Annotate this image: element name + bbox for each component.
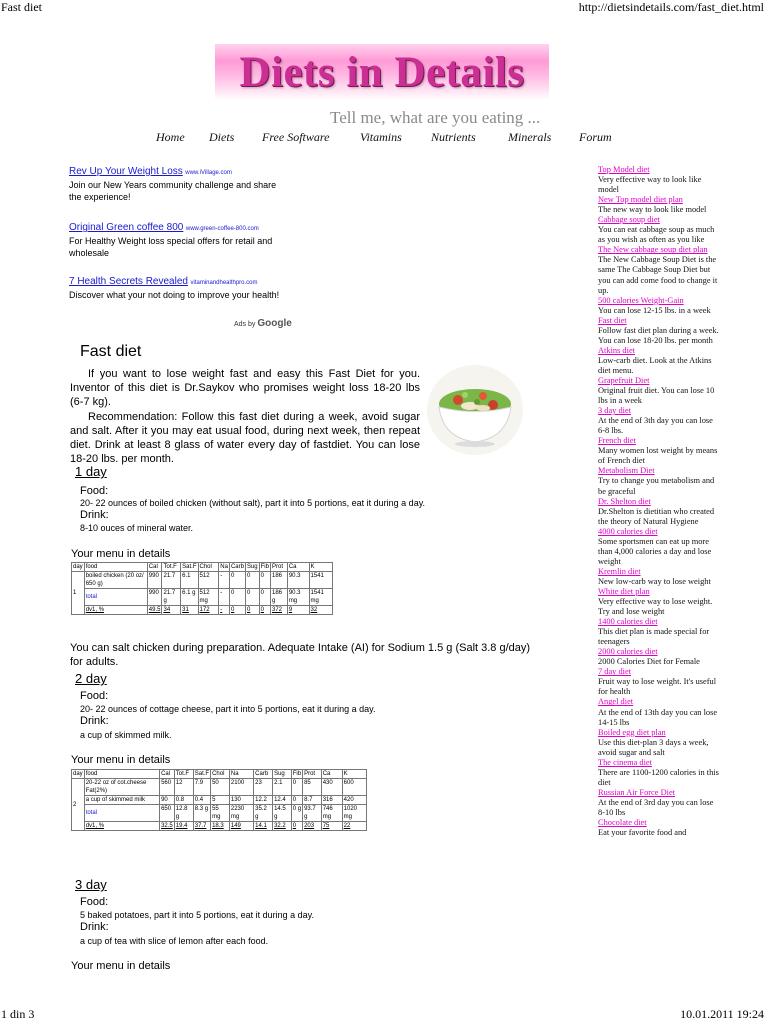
ad-block bbox=[69, 165, 289, 203]
nav-minerals[interactable]: Minerals bbox=[508, 130, 552, 144]
value-cell: 12.2 bbox=[254, 796, 273, 805]
ad-block bbox=[69, 221, 289, 259]
sidebar-diet-link[interactable]: 4000 calories diet bbox=[598, 526, 658, 536]
value-cell: 149 bbox=[229, 822, 253, 831]
value-cell: 203 bbox=[303, 822, 322, 831]
header-cell: Prot bbox=[270, 563, 287, 572]
food-text: 20- 22 ounces of boiled chicken (without salt), part it into 5 portions, eat it during a day. bbox=[80, 498, 426, 508]
header-cell: K bbox=[342, 770, 366, 779]
day-cell: 1 bbox=[72, 572, 85, 615]
table-row bbox=[72, 805, 367, 822]
sidebar-diet-description: Eat your favorite food and bbox=[598, 828, 687, 838]
table-header-row bbox=[72, 563, 333, 572]
table-row bbox=[72, 572, 333, 589]
value-cell: 6.1 bbox=[181, 572, 198, 589]
value-cell: 990 bbox=[147, 572, 162, 589]
sidebar-diet-description: The new way to look like model bbox=[598, 205, 707, 215]
sidebar-diet-description: At the end of 3th day you can lose 6-8 lbs. bbox=[598, 416, 713, 436]
header-cell: Na bbox=[220, 564, 228, 570]
value-cell: 746 mg bbox=[321, 805, 342, 822]
value-cell: 0 bbox=[259, 572, 270, 589]
nav-home[interactable]: Home bbox=[156, 130, 185, 144]
day-heading: 3 day bbox=[75, 877, 107, 892]
sidebar-diet-link[interactable]: 1400 calories diet bbox=[598, 617, 658, 627]
header-cell: food bbox=[84, 770, 159, 779]
value-cell: 90 bbox=[160, 796, 175, 805]
menu-heading: Your menu in details bbox=[71, 548, 171, 560]
ad-text: Discover what your not doing to improve your health! bbox=[69, 290, 280, 300]
sidebar-diet-description: Some sportsmen can eat up more than 4,000 calories a day and lose weight bbox=[598, 536, 712, 566]
drink-text: a cup of tea with slice of lemon after each food. bbox=[80, 936, 269, 946]
food-text: 5 baked potatoes, part it into 5 portions, eat it during a day. bbox=[80, 910, 314, 920]
value-cell: 55 mg bbox=[211, 805, 230, 822]
value-cell: 0 bbox=[259, 589, 270, 606]
sidebar-diet-description: Fruit way to lose weight. It's useful for health bbox=[598, 677, 717, 697]
value-cell: 650 bbox=[160, 805, 175, 822]
day-cell: 2 bbox=[72, 779, 85, 831]
table-row bbox=[72, 589, 333, 606]
header-cell: Fib bbox=[292, 771, 302, 777]
main-nav bbox=[150, 130, 630, 148]
sidebar-diet-link[interactable]: White diet plan bbox=[598, 586, 650, 596]
sidebar-diet-description: There are 1100-1200 calories in this diet bbox=[598, 767, 719, 787]
value-cell: 90.3 bbox=[287, 572, 309, 589]
value-cell: 35.2 g bbox=[254, 805, 273, 822]
header-cell: food bbox=[84, 563, 147, 572]
nav-vitamins[interactable]: Vitamins bbox=[360, 130, 402, 144]
value-cell: 560 bbox=[160, 779, 175, 796]
sidebar-diet-link[interactable]: Dr. Shelton diet bbox=[598, 496, 651, 506]
ads-by-prefix: Ads by bbox=[234, 321, 256, 328]
ad-domain[interactable]: vitaminandhealthpro.com bbox=[190, 280, 258, 286]
article-title: Fast diet bbox=[80, 343, 142, 360]
header-cell: Prot bbox=[303, 770, 322, 779]
value-cell: 90.3 mg bbox=[287, 589, 309, 606]
menu-heading: Your menu in details bbox=[71, 754, 171, 766]
sidebar-diet-description: Very effective way to lose weight. Try and lose weight bbox=[598, 597, 713, 617]
value-cell: 23 bbox=[254, 779, 273, 796]
value-cell: 0 bbox=[291, 822, 302, 831]
value-cell: 32.2 bbox=[273, 822, 292, 831]
sidebar-diet-description: At the end of 3rd day you can lose 8-10 lbs bbox=[598, 797, 714, 817]
ads-by-google[interactable] bbox=[234, 318, 292, 329]
salt-note: You can salt chicken during preparation. Adequate Intake (AI) for Sodium 1.5 g (Salt 3.8 g/day) for adults. bbox=[70, 642, 531, 668]
value-cell: 7.9 bbox=[193, 779, 210, 796]
value-cell: 32.5 bbox=[161, 823, 173, 829]
food-cell: a cup of skimmed milk bbox=[84, 796, 159, 805]
header-cell: Tot.F bbox=[162, 563, 181, 572]
header-cell: K bbox=[309, 563, 332, 572]
table-row bbox=[72, 606, 333, 615]
sidebar-diet-description: Use this diet-plan 3 days a week, avoid sugar and salt bbox=[598, 737, 709, 757]
food-text: 20- 22 ounces of cottage cheese, part it into 5 portions, eat it during a day. bbox=[80, 704, 376, 714]
value-cell: 5 bbox=[211, 796, 230, 805]
value-cell: - bbox=[219, 572, 230, 589]
nav-forum[interactable]: Forum bbox=[579, 130, 612, 144]
value-cell: 0.8 bbox=[174, 796, 193, 805]
value-cell: 18.3 bbox=[211, 822, 230, 831]
ad-text: Join our New Years community challenge and share the experience! bbox=[69, 180, 277, 202]
value-cell: 49.5 bbox=[148, 607, 161, 613]
sidebar-diet-link[interactable]: Fast diet bbox=[598, 315, 627, 325]
header-cell: Carb bbox=[254, 770, 273, 779]
header-cell: day bbox=[73, 564, 83, 570]
sidebar-diet-description: New low-carb way to lose weight bbox=[598, 576, 711, 586]
sidebar-diet-link[interactable]: Russian Air Force Diet bbox=[598, 787, 675, 797]
value-cell: 6.1 g bbox=[181, 589, 198, 606]
value-cell: 186 bbox=[270, 572, 287, 589]
value-cell: 0.4 bbox=[193, 796, 210, 805]
print-page-number: 1 din 3 bbox=[1, 1007, 35, 1021]
value-cell: 512 mg bbox=[198, 589, 219, 606]
value-cell: 0 bbox=[259, 606, 270, 615]
menu-table-day-1 bbox=[71, 562, 333, 615]
value-cell: 93.7 g bbox=[303, 805, 322, 822]
value-cell: - bbox=[219, 589, 230, 606]
site-logo: Diets in Details bbox=[239, 49, 525, 96]
sidebar-diet-link[interactable]: Angel diet bbox=[598, 697, 634, 707]
value-cell: 50 bbox=[211, 779, 230, 796]
header-cell: Cal bbox=[147, 563, 162, 572]
sidebar-diet-description: Try to change you metabolism and be graceful bbox=[598, 476, 715, 496]
food-cell[interactable]: total bbox=[84, 805, 159, 822]
google-logo: Google bbox=[257, 318, 292, 329]
sidebar-diet-description: Low-carb diet. Look at the Atkins diet menu. bbox=[598, 355, 712, 375]
value-cell: 2.1 bbox=[273, 779, 292, 796]
value-cell: 0 bbox=[229, 589, 245, 606]
value-cell: 22 bbox=[342, 822, 366, 831]
header-cell: Ca bbox=[321, 770, 342, 779]
value-cell: 32 bbox=[309, 606, 332, 615]
sidebar-diet-description: You can eat cabbage soup as much as you wish as often as you like bbox=[598, 225, 715, 245]
ad-title[interactable]: Original Green coffee 800 bbox=[69, 222, 184, 233]
day-heading: 2 day bbox=[75, 671, 107, 686]
sidebar-diet-description: At the end of 13th day you can lose 14-15 lbs bbox=[598, 707, 718, 727]
sidebar-diet-link[interactable]: New Top model diet plan bbox=[598, 195, 683, 205]
value-cell: 0 g bbox=[291, 805, 302, 822]
sidebar-diet-link[interactable]: Grapefruit Diet bbox=[598, 375, 650, 385]
food-cell[interactable]: total bbox=[84, 589, 147, 606]
value-cell: 316 bbox=[321, 796, 342, 805]
header-cell: Tot.F bbox=[174, 770, 193, 779]
sidebar-diet-link[interactable]: Metabolism Diet bbox=[598, 466, 655, 476]
value-cell: 21.7 g bbox=[162, 589, 181, 606]
value-cell: 31 bbox=[181, 606, 198, 615]
header-cell: day bbox=[73, 771, 83, 777]
value-cell: 186 g bbox=[270, 589, 287, 606]
header-cell: Fib bbox=[260, 564, 269, 570]
value-cell: 172 bbox=[198, 606, 219, 615]
header-cell: Cal bbox=[160, 770, 175, 779]
header-cell: Sat.F bbox=[182, 564, 197, 570]
sidebar-diet-link[interactable]: The New cabbage soup diet plan bbox=[598, 245, 708, 255]
ad-text: For Healthy Weight loss special offers for retail and wholesale bbox=[69, 236, 273, 258]
ad-block bbox=[69, 275, 289, 301]
food-cell[interactable]: dv1, % bbox=[84, 822, 159, 831]
sidebar-diet-link[interactable]: Top Model diet bbox=[598, 165, 650, 174]
sidebar-diet-link[interactable]: 3 day diet bbox=[598, 406, 632, 416]
sidebar-diet-link[interactable]: Boiled egg diet plan bbox=[598, 727, 666, 737]
site-tagline: Tell me, what are you eating ... bbox=[330, 108, 541, 127]
food-label: Food: bbox=[80, 485, 109, 497]
sidebar-diet-description: Dr.Shelton is dietitian who created the theory of Natural Hygiene bbox=[598, 506, 715, 526]
menu-heading: Your menu in details bbox=[71, 960, 171, 972]
value-cell: 75 bbox=[321, 822, 342, 831]
drink-label: Drink: bbox=[80, 715, 109, 727]
value-cell: 19.4 bbox=[174, 822, 193, 831]
value-cell: 0 bbox=[229, 606, 245, 615]
ad-domain[interactable]: www.green-coffee-800.com bbox=[185, 226, 259, 232]
value-cell: 12.4 bbox=[273, 796, 292, 805]
sidebar-diet-link[interactable]: Kremlin diet bbox=[598, 566, 641, 576]
value-cell: 21.7 bbox=[162, 572, 181, 589]
header-cell: Sug bbox=[273, 770, 292, 779]
sidebar-diet-description: The New Cabbage Soup Diet is the same The Cabbage Soup Diet but you can add come food to change it up. bbox=[598, 255, 718, 295]
value-cell: 14.1 bbox=[254, 822, 273, 831]
value-cell: 372 bbox=[270, 606, 287, 615]
nav-nutrients[interactable]: Nutrients bbox=[431, 130, 476, 144]
table-header-row bbox=[72, 770, 367, 779]
value-cell: 430 bbox=[321, 779, 342, 796]
sidebar-diet-description: This diet plan is made special for teenagers bbox=[598, 627, 710, 647]
value-cell: 990 bbox=[147, 589, 162, 606]
drink-text: 8-10 ouces of mineral water. bbox=[80, 523, 194, 533]
sidebar-diet-description: You can lose 12-15 lbs. in a week bbox=[598, 305, 711, 315]
sidebar-diet-description: Follow fast diet plan during a week. You can lose 18-20 lbs. per month bbox=[598, 325, 719, 345]
value-cell: 0 bbox=[245, 589, 259, 606]
value-cell: 420 bbox=[342, 796, 366, 805]
value-cell: 0 bbox=[245, 606, 259, 615]
header-cell: Sat.F bbox=[194, 771, 210, 777]
table-row bbox=[72, 779, 367, 796]
food-cell[interactable]: dv1, % bbox=[84, 606, 147, 615]
value-cell: 0 bbox=[229, 572, 245, 589]
food-cell: 20-22 oz of cot.cheese Fat(2%) bbox=[84, 779, 159, 796]
table-row bbox=[72, 822, 367, 831]
sidebar-diet-link[interactable]: Atkins diet bbox=[598, 345, 635, 355]
value-cell: 1541 mg bbox=[309, 589, 332, 606]
ad-title[interactable]: Rev Up Your Weight Loss bbox=[69, 166, 183, 177]
sidebar-diet-description: Many women lost weight by means of French diet bbox=[598, 446, 718, 466]
diet-sidebar bbox=[598, 165, 720, 838]
drink-label: Drink: bbox=[80, 509, 109, 521]
value-cell: 8.7 bbox=[303, 796, 322, 805]
value-cell: 1020 mg bbox=[342, 805, 366, 822]
value-cell: 2230 mg bbox=[229, 805, 253, 822]
sidebar-diet-link[interactable]: 2000 calories diet bbox=[598, 647, 658, 657]
print-datetime: 10.01.2011 19:24 bbox=[680, 1007, 764, 1021]
drink-text: a cup of skimmed milk. bbox=[80, 730, 172, 740]
food-label: Food: bbox=[80, 896, 109, 908]
sidebar-diet-link[interactable]: 500 calories Weight-Gain bbox=[598, 295, 684, 305]
nav-free-software[interactable]: Free Software bbox=[262, 130, 330, 144]
table-row bbox=[72, 796, 367, 805]
sidebar-diet-link[interactable]: 7 day diet bbox=[598, 667, 632, 677]
value-cell: 2100 bbox=[229, 779, 253, 796]
value-cell: 1541 bbox=[309, 572, 332, 589]
value-cell: 12.8 g bbox=[174, 805, 193, 822]
drink-label: Drink: bbox=[80, 921, 109, 933]
sidebar-diet-link[interactable]: Cabbage soup diet bbox=[598, 215, 660, 225]
header-cell: Ca bbox=[287, 563, 309, 572]
sidebar-diet-link[interactable]: Chocolate diet bbox=[598, 818, 647, 828]
ad-title[interactable]: 7 Health Secrets Revealed bbox=[69, 276, 188, 287]
value-cell: 512 bbox=[198, 572, 219, 589]
value-cell: 8.3 g bbox=[193, 805, 210, 822]
value-cell: 34 bbox=[162, 606, 181, 615]
site-banner[interactable] bbox=[215, 44, 549, 100]
value-cell: 85 bbox=[303, 779, 322, 796]
header-cell: Na bbox=[229, 770, 253, 779]
intro-paragraph: If you want to lose weight fast and easy this Fast Diet for you. Inventor of this diet is Dr.Saykov who promises weight loss 18-20 lbs (6-7 kg). bbox=[70, 368, 420, 409]
print-page-url: http://dietsindetails.com/fast_diet.html bbox=[578, 0, 764, 14]
value-cell: 0 bbox=[245, 572, 259, 589]
sidebar-diet-description: Original fruit diet. You can lose 10 lbs in a week bbox=[598, 386, 715, 406]
header-cell: Carb bbox=[230, 564, 244, 570]
value-cell: - bbox=[219, 606, 230, 615]
value-cell: 0 bbox=[291, 779, 302, 796]
header-cell: Chol bbox=[211, 770, 230, 779]
value-cell: 37.7 bbox=[193, 822, 210, 831]
intro-paragraph: Recommendation: Follow this fast diet during a week, avoid sugar and salt. After it you may eat usual food, during next week, then repeat diet. Drink at least 8 glass of water every day of fastdiet. You can lose 18-20 lbs. per month. bbox=[70, 410, 420, 466]
value-cell: 600 bbox=[342, 779, 366, 796]
article-intro bbox=[70, 367, 420, 466]
value-cell: 0 bbox=[291, 796, 302, 805]
nav-diets[interactable]: Diets bbox=[209, 130, 235, 144]
value-cell: 130 bbox=[229, 796, 253, 805]
print-page-title: Fast diet bbox=[1, 0, 42, 14]
day-heading: 1 day bbox=[75, 464, 107, 479]
food-cell: boiled chicken (20 oz/ 650 g) bbox=[84, 572, 147, 589]
header-cell: Chol bbox=[198, 563, 219, 572]
salad-bowl-image bbox=[425, 360, 525, 460]
food-label: Food: bbox=[80, 690, 109, 702]
menu-table-day-2 bbox=[71, 769, 367, 831]
ad-domain[interactable]: www.iVillage.com bbox=[185, 170, 232, 176]
sidebar-diet-description: 2000 Calories Diet for Female bbox=[598, 657, 700, 667]
sidebar-diet-description: Very effective way to look like model bbox=[598, 175, 702, 195]
value-cell: 12 bbox=[174, 779, 193, 796]
value-cell: 9 bbox=[287, 606, 309, 615]
value-cell: 14.5 g bbox=[273, 805, 292, 822]
sidebar-diet-link[interactable]: French diet bbox=[598, 436, 636, 446]
sidebar-diet-link[interactable]: The cinema diet bbox=[598, 757, 652, 767]
header-cell: Sug bbox=[246, 564, 258, 570]
